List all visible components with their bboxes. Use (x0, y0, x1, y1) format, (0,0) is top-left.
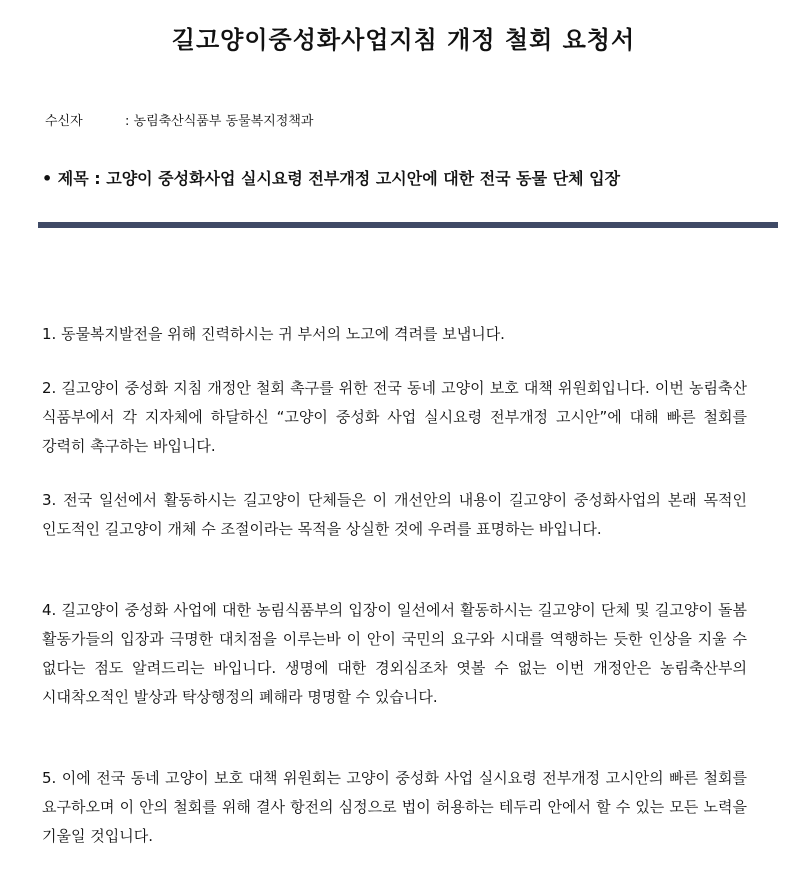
paragraph-1: 1. 동물복지발전을 위해 진력하시는 귀 부서의 노고에 격려를 보냅니다. (42, 325, 505, 343)
document-title: 길고양이중성화사업지침 개정 철회 요청서 (171, 26, 636, 54)
recipient-line (45, 110, 313, 129)
divider (38, 222, 778, 228)
paragraph-2: 2. 길고양이 중성화 지침 개정안 철회 촉구를 위한 전국 동네 고양이 보호 대책 위원회입니다. 이번 농림축산 식품부에서 각 지자체에 하달하신 “고양이 중성화 사업 실시요령 전부개정 고시안”에 대해 빠른 철회를 강력히 촉구하는 바입니다. (42, 379, 747, 455)
paragraph-4: 4. 길고양이 중성화 사업에 대한 농림식품부의 입장이 일선에서 활동하시는 길고양이 단체 및 길고양이 돌봄 활동가들의 입장과 극명한 대치점을 이루는바 이 안이 국민의 요구와 시대를 역행하는 듯한 인상을 지울 수 없다는 점도 알려드리는 바입니다. 생명에 대한 경외심조차 엿볼 수 없는 이번 개정안은 농림축산부의 시대착오적인 발상과 탁상행정의 폐해라 명명할 수 있습니다. (42, 601, 747, 706)
recipient-value: : 농림축산식품부 동물복지정책과 (125, 114, 314, 129)
recipient-label: 수신자 (45, 114, 83, 129)
paragraph-5: 5. 이에 전국 동네 고양이 보호 대책 위원회는 고양이 중성화 사업 실시요령 전부개정 고시안의 빠른 철회를 요구하오며 이 안의 철회를 위해 결사 항전의 심정으로 법이 허용하는 테두리 안에서 할 수 있는 모든 노력을 기울일 것입니다. (42, 769, 747, 845)
paragraph-3: 3. 전국 일선에서 활동하시는 길고양이 단체들은 이 개선안의 내용이 길고양이 중성화사업의 본래 목적인 인도적인 길고양이 개체 수 조절이라는 목적을 상실한 것에 우려를 표명하는 바입니다. (42, 491, 747, 538)
subject-line: • 제목 : 고양이 중성화사업 실시요령 전부개정 고시안에 대한 전국 동물 단체 입장 (42, 169, 621, 188)
